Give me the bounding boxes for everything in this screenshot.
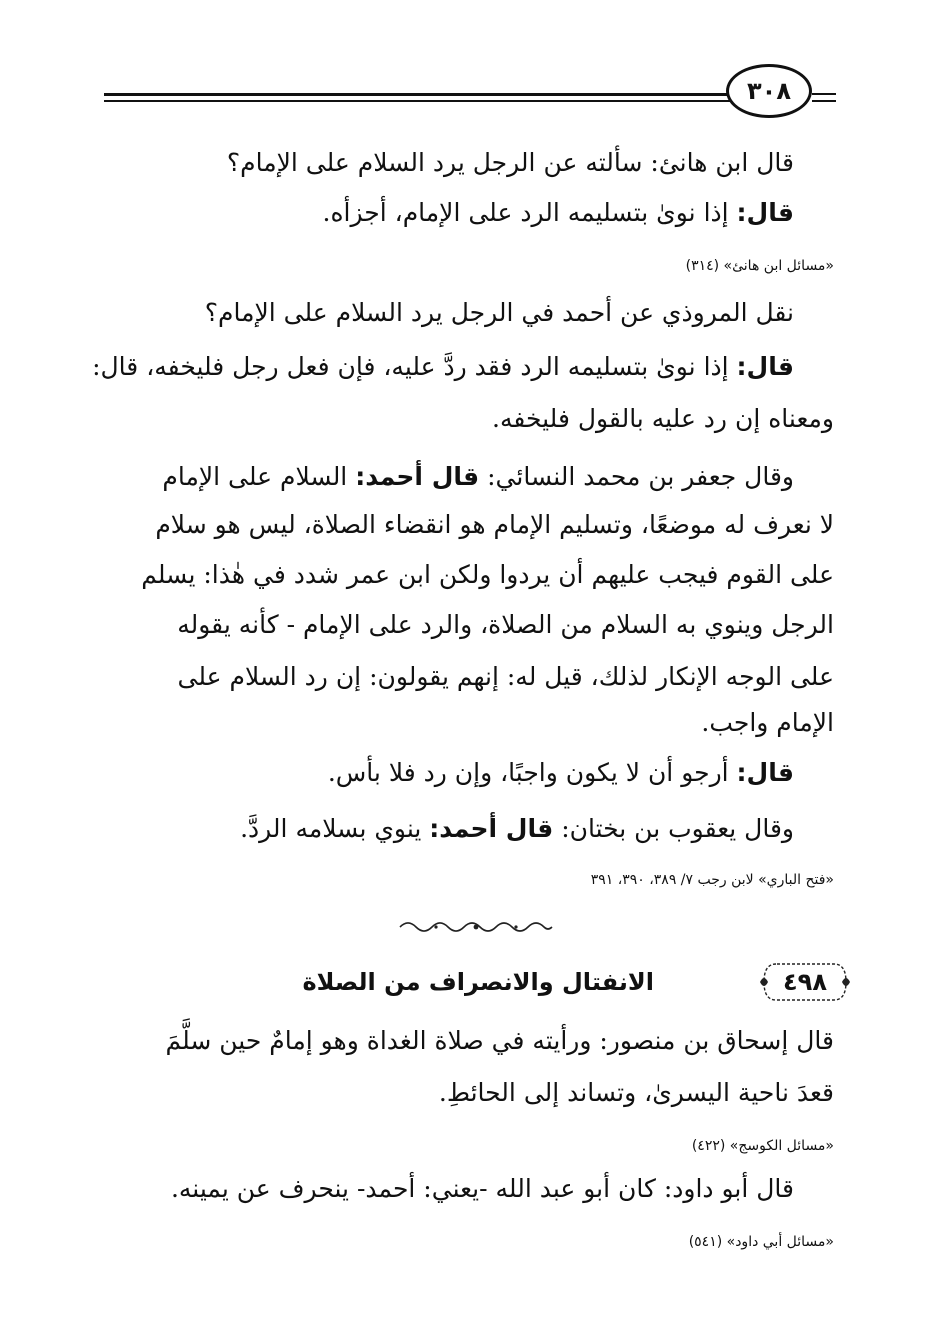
ornament-divider-icon	[396, 920, 556, 934]
text-line: على القوم فيجب عليهم أن يردوا ولكن ابن عمر شدد في هٰذا: يسلم	[141, 560, 834, 589]
header-rule-tail	[812, 93, 836, 95]
text-line: وقال جعفر بن محمد النسائي: قال أحمد: السلام على الإمام	[162, 462, 794, 491]
section-title: الانفتال والانصراف من الصلاة	[302, 968, 654, 996]
text-line: قال إسحاق بن منصور: ورأيته في صلاة الغداة وهو إمامٌ حين سلَّمَ	[165, 1026, 834, 1055]
section-number: ٤٩٨	[783, 968, 827, 996]
source-citation: «مسائل ابن هانئ» (٣١٤)	[685, 258, 834, 274]
header-rule	[104, 93, 730, 96]
text-line: قعدَ ناحية اليسرىٰ، وتساند إلى الحائطِ.	[438, 1078, 834, 1107]
text-line: قال ابن هانئ: سألته عن الرجل يرد السلام على الإمام؟	[226, 148, 794, 177]
page-number: ٣٠٨	[726, 64, 812, 118]
text-line: قال: إذا نوىٰ بتسليمه الرد على الإمام، أجزأه.	[322, 198, 794, 227]
text-line: على الوجه الإنكار لذلك، قيل له: إنهم يقولون: إن رد السلام على	[177, 662, 834, 691]
text-line: قال: إذا نوىٰ بتسليمه الرد فقد ردَّ عليه، فإن فعل رجل فليخفه، قال:	[92, 352, 794, 381]
text-line: قال أبو داود: كان أبو عبد الله -يعني: أحمد- ينحرف عن يمينه.	[170, 1174, 794, 1203]
text-line: الرجل وينوي به السلام من الصلاة، والرد على الإمام - كأنه يقوله	[177, 610, 834, 639]
text-line: لا نعرف له موضعًا، وتسليم الإمام هو انقضاء الصلاة، ليس هو سلام	[155, 510, 834, 539]
source-citation: «فتح الباري» لابن رجب ٧/ ٣٨٩، ٣٩٠، ٣٩١	[590, 872, 834, 888]
header-rule-tail-thin	[812, 100, 836, 102]
text-line: الإمام واجب.	[701, 708, 834, 737]
text-line: نقل المروذي عن أحمد في الرجل يرد السلام على الإمام؟	[204, 298, 794, 327]
text-line: ومعناه إن رد عليه بالقول فليخفه.	[492, 404, 834, 433]
text-line: قال: أرجو أن لا يكون واجبًا، وإن رد فلا بأس.	[327, 758, 794, 787]
text-line: وقال يعقوب بن بختان: قال أحمد: ينوي بسلامه الردَّ.	[240, 814, 794, 843]
header-rule-thin	[104, 100, 730, 102]
source-citation: «مسائل أبي داود» (٥٤١)	[688, 1234, 834, 1250]
source-citation: «مسائل الكوسج» (٤٢٢)	[691, 1138, 834, 1154]
